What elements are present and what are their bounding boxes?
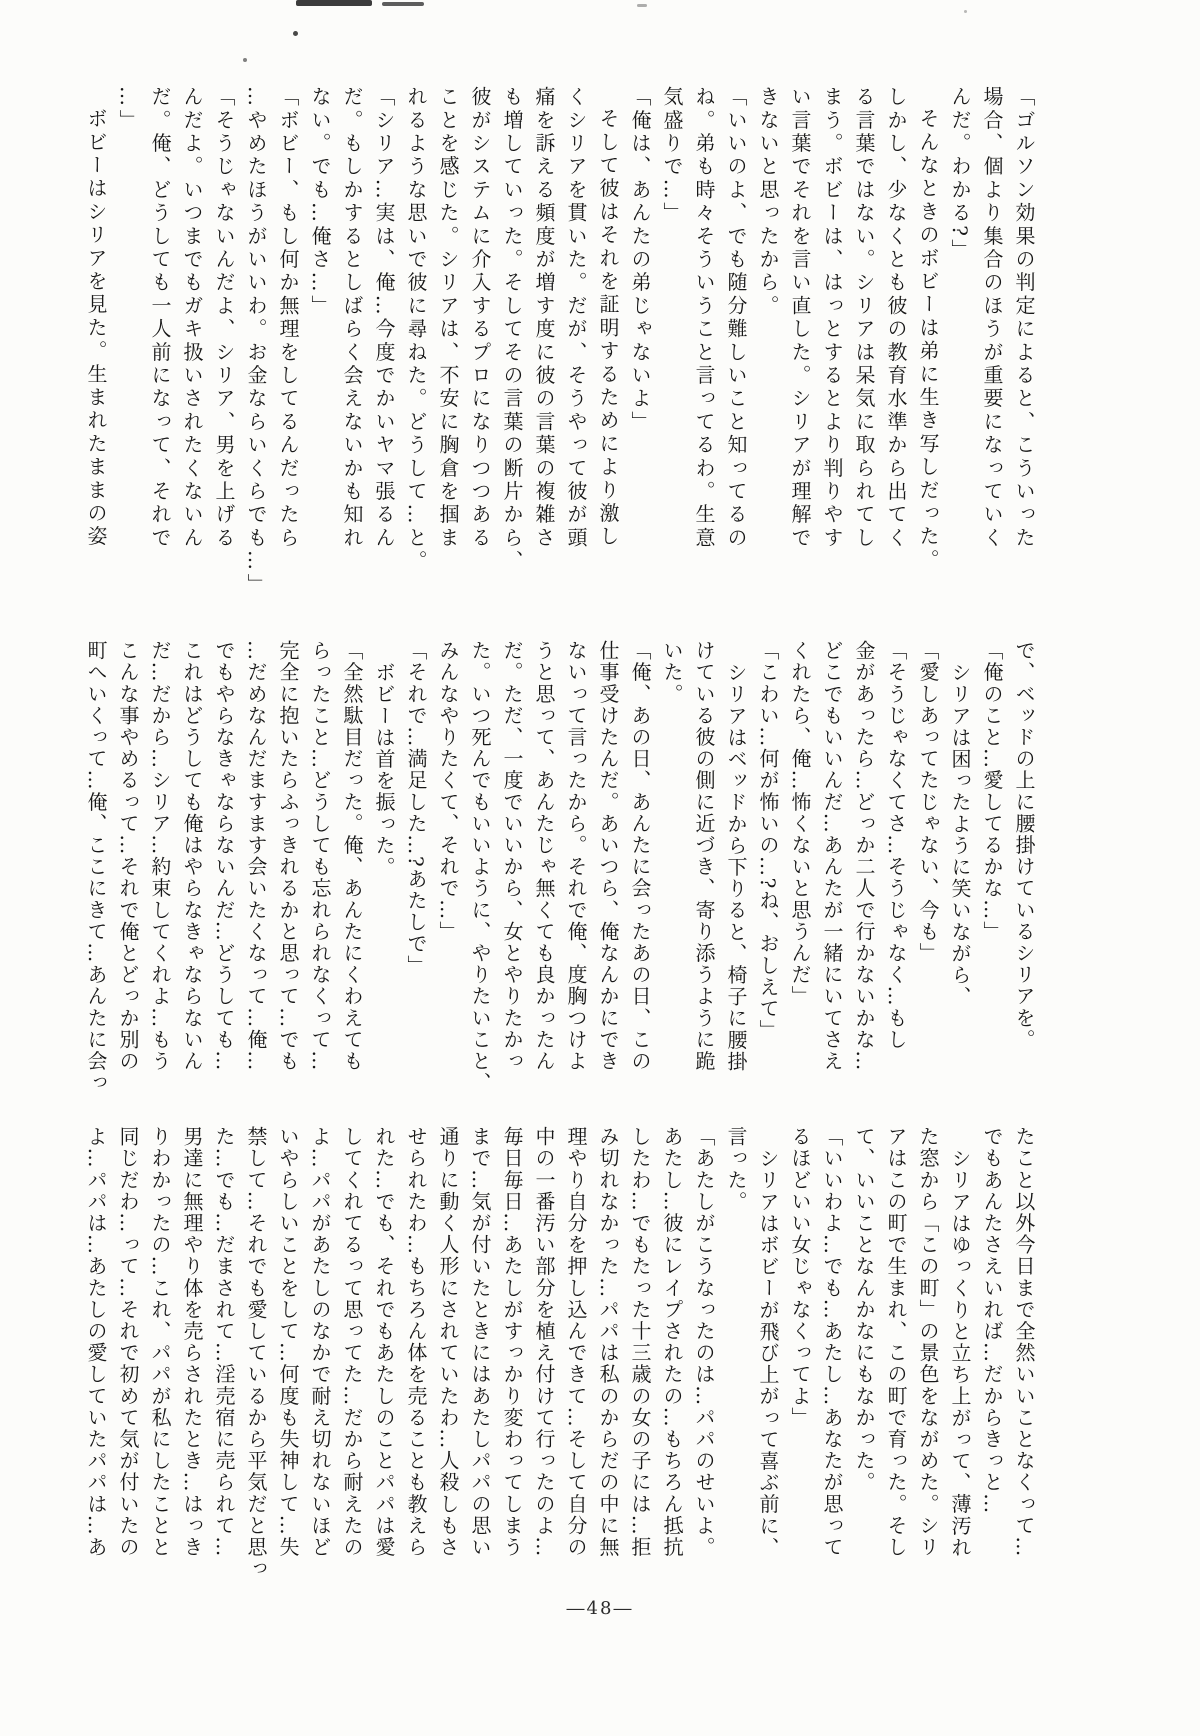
text-column: だ。俺、どうしても一人前になって、それで [148,86,172,550]
text-column: んだ。わかる?」 [948,86,972,263]
text-column: 仕事受けたんだ。あいつら、俺なんかにでき [596,640,620,1072]
text-column: 「シリア…実は、俺…今度でかいヤマ張るん [372,86,396,550]
text-column: ない。でも…俺さ…」 [308,86,332,318]
text-column: た。いつ死んでもいいように、やりたいこと、 [468,640,492,1094]
text-column: 言った。 [724,1126,748,1213]
text-column: み切れなかった…パパは私のからだの中に無 [596,1126,620,1558]
text-column: 男達に無理やり体を売らされたとき…はっき [180,1126,204,1558]
text-column: シリアはボビーが飛び上がって喜ぶ前に、 [756,1148,780,1559]
text-column: れた…でも、それでもあたしのことパパは愛 [372,1126,396,1558]
text-column: 通りに動く人形にされていたわ…人殺しもさ [436,1126,460,1558]
text-column: よ…パパがあたしのなかで耐え切れないほど [308,1126,332,1558]
text-column: シリアはベッドから下りると、椅子に腰掛 [724,662,748,1073]
text-column: 「あたしがこうなったのは…パパのせいよ。 [692,1126,716,1558]
text-block-middle [80,640,1040,1095]
text-column: 理やり自分を押し込んできて…そして自分の [564,1126,588,1558]
text-column: 完全に抱いたらふっきれるかと思って…でも [276,640,300,1072]
text-column: ね。弟も時々そういうこと言ってるわ。生意 [692,86,716,550]
text-column: …やめたほうがいいわ。お金ならいくらでも…」 [244,86,268,597]
text-column: 「それで…満足した…?あたしで」 [404,640,428,977]
text-column: ボビーはシリアを見た。生まれたままの姿 [84,108,108,549]
text-column: アはこの町で生まれ、この町で育った。そし [884,1126,908,1558]
text-column: くれたら、俺…怖くないと思うんだ」 [788,640,812,1008]
text-column: しかし、少なくとも彼の教育水準から出てく [884,86,908,550]
text-column: 気盛りで…」 [660,86,684,226]
text-column: 「そうじゃないんだよ、シリア、男を上げる [212,86,236,550]
text-column: でもあんたさえいれば…だからきっと… [980,1126,1004,1515]
text-column: したわ…でもたった十三歳の女の子には…拒 [628,1126,652,1558]
text-column: でもやらなきゃならないんだ…どうしても… [212,640,236,1072]
text-column: だ。もしかするとしばらく会えないかも知れ [340,86,364,550]
text-column: せられたわ…もちろん体を売ることも教えら [404,1126,428,1558]
scan-artifact [382,2,424,6]
text-column: 「俺、あの日、あんたに会ったあの日、この [628,640,652,1072]
text-column: …だめなんだますます会いたくなって…俺… [244,640,268,1072]
scan-artifact [296,0,372,6]
text-column: ボビーは首を振った。 [372,662,396,878]
text-column: 「いいのよ、でも随分難しいこと知ってるの [724,86,748,550]
text-column: んだよ。いつまでもガキ扱いされたくないん [180,86,204,550]
scan-artifact [637,4,647,7]
text-column: 同じだわ…って…それで初めて気が付いたの [116,1126,140,1558]
text-column: まで…気が付いたときにはあたしパパの思い [468,1126,492,1558]
text-column: 毎日毎日…あたしがすっかり変わってしまう [500,1126,524,1558]
text-column: 「ボビー、もし何か無理をしてるんだったら [276,86,300,550]
text-block-bottom [80,1126,1040,1580]
text-column: た…でも…だまされて…淫売宿に売られて… [212,1126,236,1558]
text-column: 中の一番汚い部分を植え付けて行ったのよ… [532,1126,556,1558]
text-column: シリアは困ったように笑いながら、 [948,662,972,1008]
scan-artifact [243,58,247,62]
text-column: 町へいくって…俺、ここにきて…あんたに会っ [84,640,108,1094]
text-column: 場合、個より集合のほうが重要になっていく [980,86,1004,550]
text-column: 金があったら…どっか二人で行かないかな… [852,640,876,1072]
text-column: いやらしいことをして…何度も失神して…失 [276,1126,300,1558]
text-column: そして彼はそれを証明するためにより激し [596,108,620,549]
text-column: れるような思いで彼に尋ねた。どうして…と。 [404,86,428,574]
text-column: くシリアを貫いた。だが、そうやって彼が頭 [564,86,588,550]
text-column: 禁して…それでも愛しているから平気だと思っ [244,1126,268,1580]
text-column: 「こわい…何が怖いの…?ね、おしえて」 [756,640,780,1042]
text-column: りわかったの…これ、パパが私にしたことと [148,1126,172,1558]
text-column: る言葉ではない。シリアは呆気に取られてし [852,86,876,550]
text-column: みんなやりたくて、それで…」 [436,640,460,943]
text-column: 「全然駄目だった。俺、あんたにくわえても [340,640,364,1072]
text-block-top [80,86,1040,601]
text-column: そんなときのボビーは弟に生き写しだった。 [916,108,940,572]
text-column: シリアはゆっくりと立ち上がって、薄汚れ [948,1148,972,1559]
text-column: 彼がシステムに介入するプロになりつつある [468,86,492,550]
text-column: 痛を訴える頻度が増す度に彼の言葉の複雑さ [532,86,556,550]
text-column: だ。ただ、一度でいいから、女とやりたかっ [500,640,524,1072]
text-column: してくれてるって思ってた…だから耐えたの [340,1126,364,1558]
text-column: こんな事やめるって…それで俺とどっか別の [116,640,140,1072]
text-column: あたし…彼にレイプされたの…もちろん抵抗 [660,1126,684,1558]
page-number: ―48― [566,1598,634,1619]
text-column: も増していった。そしてその言葉の断片から、 [500,86,524,574]
text-column: 「愛しあってたじゃない、今も」 [916,640,940,964]
text-column: で、ベッドの上に腰掛けているシリアを。 [1012,640,1036,1051]
text-column: て、いいことなんかなにもなかった。 [852,1126,876,1494]
text-column: 「ゴルソン効果の判定によると、こういった [1012,86,1036,550]
text-column: まう。ボビーは、はっとするとより判りやす [820,86,844,550]
text-column: たこと以外今日まで全然いいことなくって… [1012,1126,1036,1558]
text-column: ことを感じた。シリアは、不安に胸倉を掴ま [436,86,460,550]
text-column: い言葉でそれを言い直した。シリアが理解で [788,86,812,550]
text-column: だ…だから…シリア…約束してくれよ…もう [148,640,172,1072]
text-column: いた。 [660,640,684,705]
text-column: 「いいわよ…でも…あたし…あなたが思って [820,1126,844,1558]
text-column: 「俺は、あんたの弟じゃないよ」 [628,86,652,434]
text-column: た窓から「この町」の景色をながめた。シリ [916,1126,940,1558]
text-column: 「俺のこと…愛してるかな…」 [980,640,1004,943]
text-column: よ…パパは…あたしの愛していたパパは…あ [84,1126,108,1558]
text-column: うと思って、あんたじゃ無くても良かったん [532,640,556,1072]
text-column: これはどうしても俺はやらなきゃならないん [180,640,204,1072]
text-column: るほどいい女じゃなくってよ」 [788,1126,812,1429]
text-column: けている彼の側に近づき、寄り添うように跪 [692,640,716,1072]
scan-artifact [964,10,967,13]
text-column: どこでもいいんだ…あんたが一緒にいてさえ [820,640,844,1072]
text-column: らったこと…どうしても忘れられなくって… [308,640,332,1072]
scan-artifact [293,31,298,36]
text-column: 「そうじゃなくてさ…そうじゃなく…もし [884,640,908,1051]
text-column: きないと思ったから。 [756,86,780,318]
text-column: ないって言ったから。それで俺、度胸つけよ [564,640,588,1072]
text-column: …」 [116,86,140,133]
